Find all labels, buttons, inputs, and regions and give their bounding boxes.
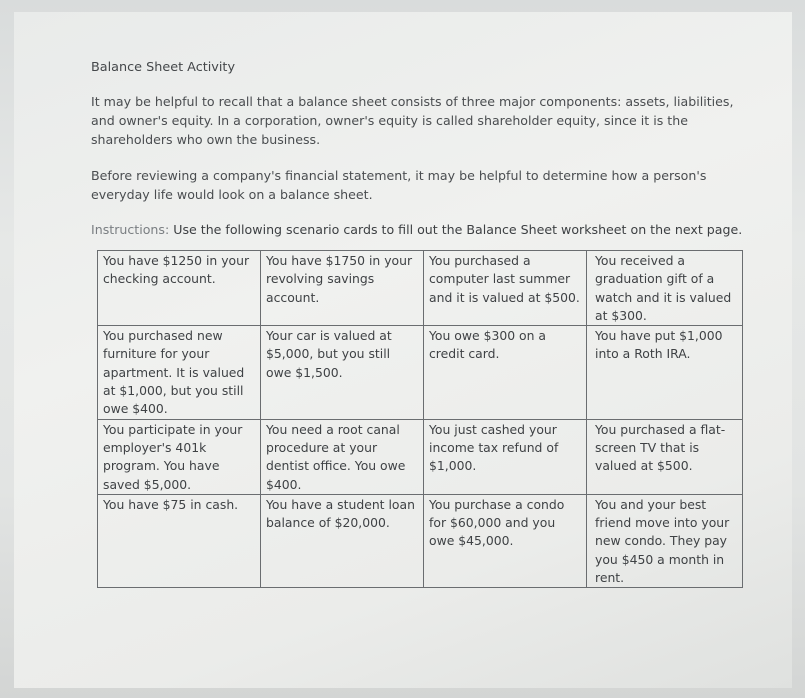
intro-paragraph: It may be helpful to recall that a balance sheet consists of three major components: assets, liabilities, and owner's equity. In a corporation, owner's equity is called shareholder equity, since it is the shareholders who own the business. <box>91 94 734 147</box>
scenario-card: You need a root canal procedure at your dentist office. You owe $400. <box>261 419 424 494</box>
scenario-card: You have a student loan balance of $20,000. <box>261 494 424 587</box>
scenario-card: You purchased new furniture for your apartment. It is valued at $1,000, but you still owe $400. <box>98 326 261 419</box>
scenario-card: You have $75 in cash. <box>98 494 261 587</box>
scenario-card: You have put $1,000 into a Roth IRA. <box>587 326 743 419</box>
scenario-card: You just cashed your income tax refund of $1,000. <box>424 419 587 494</box>
scenario-cards-table <box>97 250 743 588</box>
table-row <box>98 419 743 494</box>
scenario-card: You purchased a flat-screen TV that is valued at $500. <box>587 419 743 494</box>
instructions-text: Use the following scenario cards to fill out the Balance Sheet worksheet on the next page. <box>169 222 743 237</box>
scenario-card: You and your best friend move into your new condo. They pay you $450 a month in rent. <box>587 494 743 587</box>
context-paragraph: Before reviewing a company's financial statement, it may be helpful to determine how a person's everyday life would look on a balance sheet. <box>91 168 707 202</box>
table-row <box>98 494 743 587</box>
table-row <box>98 251 743 326</box>
scenario-card: You owe $300 on a credit card. <box>424 326 587 419</box>
scenario-card: Your car is valued at $5,000, but you still owe $1,500. <box>261 326 424 419</box>
document-title: Balance Sheet Activity <box>91 60 236 75</box>
scenario-card: You participate in your employer's 401k program. You have saved $5,000. <box>98 419 261 494</box>
scenario-card: You purchase a condo for $60,000 and you owe $45,000. <box>424 494 587 587</box>
scenario-card: You purchased a computer last summer and it is valued at $500. <box>424 251 587 326</box>
instructions-lead: Instructions: <box>91 222 170 237</box>
scenario-card: You have $1250 in your checking account. <box>98 251 261 326</box>
scenario-card: You have $1750 in your revolving savings account. <box>261 251 424 326</box>
scenario-card: You received a graduation gift of a watch and it is valued at $300. <box>587 251 743 326</box>
table-row <box>98 326 743 419</box>
instructions-paragraph <box>91 220 751 239</box>
